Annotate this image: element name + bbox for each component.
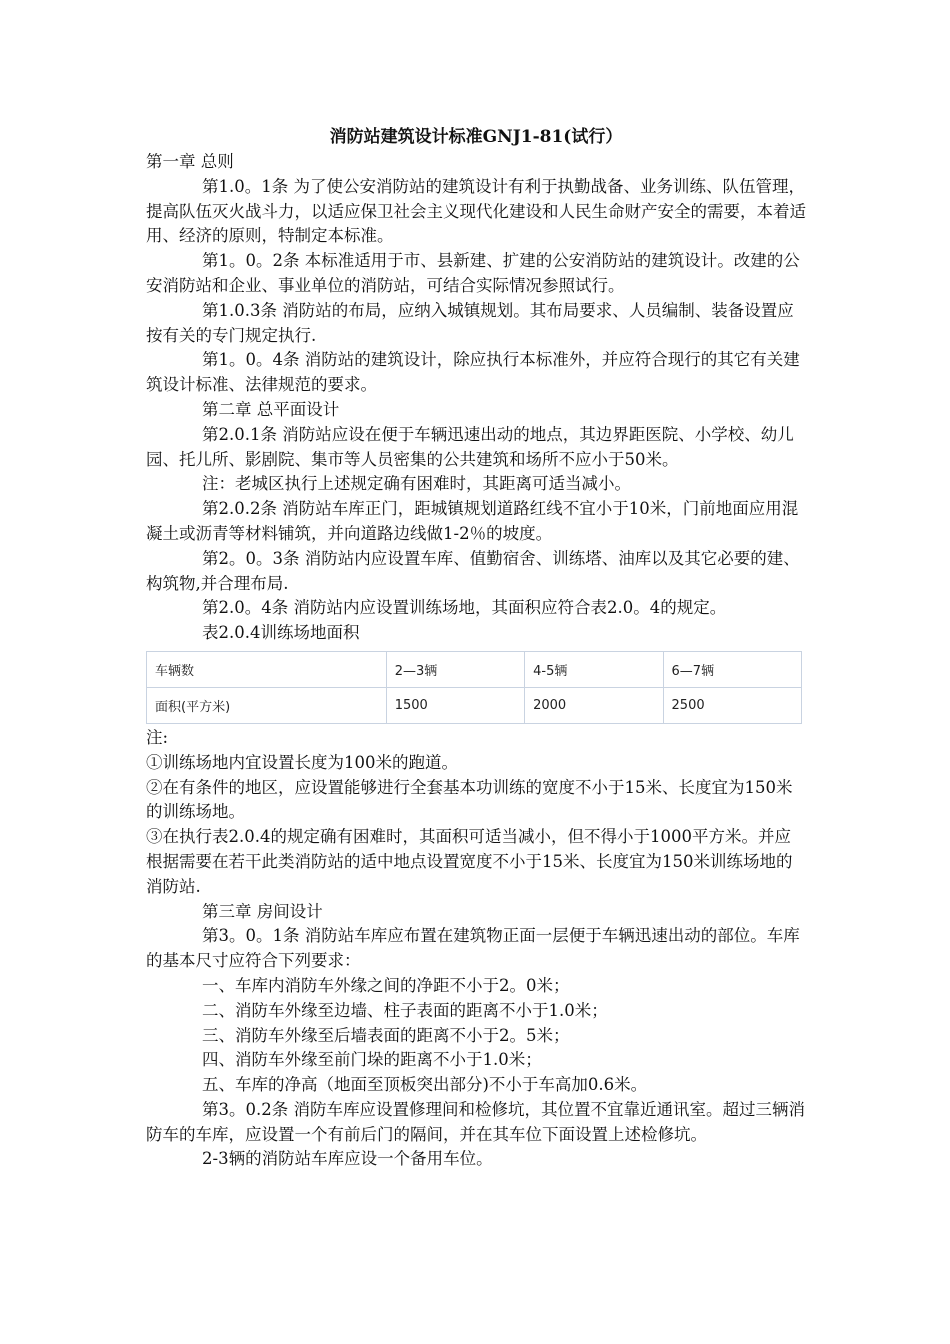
requirement-3: 三、消防车外缘至后墙表面的距离不小于2。5米；	[202, 1025, 570, 1045]
spare-bay-note: 2-3辆的消防站车库应设一个备用车位。	[202, 1149, 493, 1169]
table-row	[147, 687, 802, 723]
article-2-0-4: 第2.0。4条 消防站内应设置训练场地，其面积应符合表2.0。4的规定。	[202, 598, 727, 618]
table-cell: 1500	[386, 687, 524, 723]
table-caption: 表2.0.4训练场地面积	[202, 623, 360, 643]
document-title: 消防站建筑设计标准GNJ1-81(试行）	[329, 127, 623, 147]
document-page	[146, 124, 806, 1172]
requirement-4: 四、消防车外缘至前门垛的距离不小于1.0米；	[202, 1050, 542, 1070]
training-area-table	[146, 651, 802, 724]
table-cell: 2—3辆	[386, 651, 524, 687]
note-1: ①训练场地内宜设置长度为100米的跑道。	[146, 752, 458, 772]
table-cell: 2000	[525, 687, 663, 723]
table-row	[147, 651, 802, 687]
note-2: ②在有条件的地区，应设置能够进行全套基本功训练的宽度不小于15米、长度宜为150米的训练场地。	[146, 777, 793, 822]
article-3-0-2: 第3。0.2条 消防车库应设置修理间和检修坑，其位置不宜靠近通讯室。超过三辆消防车的车库，应设置一个有前后门的隔间，并在其车位下面设置上述检修坑。	[146, 1099, 805, 1144]
requirement-5: 五、车库的净高（地面至顶板突出部分)不小于车高加0.6米。	[202, 1075, 648, 1095]
requirement-2: 二、消防车外缘至边墙、柱子表面的距离不小于1.0米；	[202, 1000, 608, 1020]
article-1-0-4: 第1。0。4条 消防站的建筑设计，除应执行本标准外，并应符合现行的其它有关建筑设计标准、法律规范的要求。	[146, 350, 800, 395]
chapter-3-heading: 第三章 房间设计	[202, 901, 323, 921]
table-cell: 2500	[663, 687, 801, 723]
article-1-0-2: 第1。0。2条 本标准适用于市、县新建、扩建的公安消防站的建筑设计。改建的公安消防站和企业、事业单位的消防站，可结合实际情况参照试行。	[146, 251, 800, 295]
article-1-0-1: 第1.0。1条 为了使公安消防站的建筑设计有利于执勤战备、业务训练、队伍管理，提高队伍灭火战斗力，以适应保卫社会主义现代化建设和人民生命财产安全的需要，本着适用、经济的原则，特制定本标准。	[146, 176, 806, 246]
table-cell: 车辆数	[147, 651, 387, 687]
table-cell: 面积(平方米)	[147, 687, 387, 723]
table-cell: 6—7辆	[663, 651, 801, 687]
article-2-0-2: 第2.0.2条 消防站车库正门，距城镇规划道路红线不宜小于10米，门前地面应用混凝土或沥青等材料铺筑，并向道路边线做1-2％的坡度。	[146, 499, 799, 543]
article-3-0-1: 第3。0。1条 消防站车库应布置在建筑物正面一层便于车辆迅速出动的部位。车库的基本尺寸应符合下列要求：	[146, 926, 800, 971]
article-2-0-3: 第2。0。3条 消防站内应设置车库、值勤宿舍、训练塔、油库以及其它必要的建、构筑物,并合理布局.	[146, 548, 800, 593]
note-3: ③在执行表2.0.4的规定确有困难时，其面积可适当减小，但不得小于1000平方米。并应根据需要在若干此类消防站的适中地点设置宽度不小于15米、长度宜为150米训练场地的消防站.	[146, 827, 793, 896]
notes-label: 注:	[146, 727, 169, 747]
chapter-2-heading: 第二章 总平面设计	[202, 399, 340, 419]
table-cell: 4-5辆	[525, 651, 663, 687]
article-1-0-3: 第1.0.3条 消防站的布局，应纳入城镇规划。其布局要求、人员编制、装备设置应按有关的专门规定执行.	[146, 300, 794, 345]
article-2-0-1: 第2.0.1条 消防站应设在便于车辆迅速出动的地点，其边界距医院、小学校、幼儿园、托儿所、影剧院、集市等人员密集的公共建筑和场所不应小于50米。	[146, 424, 794, 469]
chapter-1-heading: 第一章 总则	[146, 152, 234, 171]
note-old-district: 注：老城区执行上述规定确有困难时，其距离可适当减小。	[202, 474, 631, 494]
requirement-1: 一、车库内消防车外缘之间的净距不小于2。0米；	[202, 975, 570, 995]
